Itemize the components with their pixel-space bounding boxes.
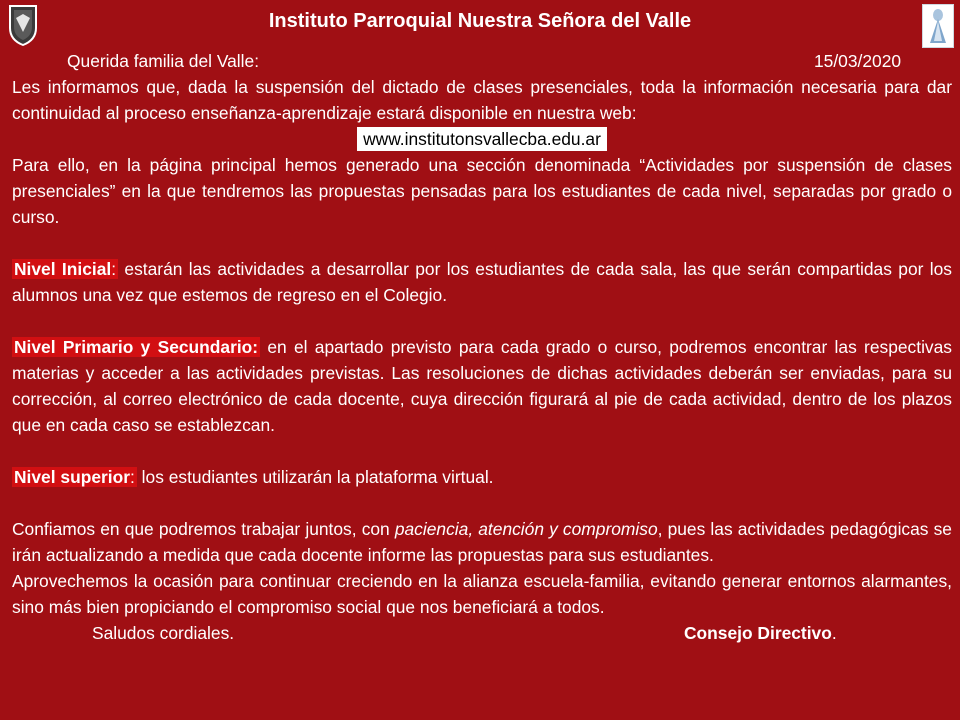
- closing-paragraph: Aprovechemos la ocasión para continuar creciendo en la alianza escuela-familia, evitando generar entornos alarmantes, sino más bien propiciando el compromiso social que nos beneficiará a todos.: [12, 571, 952, 617]
- nivel-inicial-paragraph: [12, 256, 952, 308]
- greeting: Querida familia del Valle:: [67, 51, 260, 71]
- intro-paragraph: Les informamos que, dada la suspensión del dictado de clases presenciales, toda la información necesaria para dar continuidad al proceso enseñanza-aprendizaje estará disponible en nuestra web:: [12, 77, 952, 123]
- saludos: Saludos cordiales.: [92, 623, 235, 643]
- nivel-primario-secundario-paragraph: [12, 334, 952, 438]
- letter-date: 15/03/2020: [814, 51, 902, 71]
- section-description: Para ello, en la página principal hemos generado una sección denominada “Actividades por suspensión de clases presenciales” en la que tendremos las propuestas pensadas para los estudiantes de cada nivel, separadas por grado o curso.: [12, 155, 952, 227]
- nivel-inicial-text: estarán las actividades a desarrollar por los estudiantes de cada sala, las que serán compartidas por los alumnos una vez que estemos de regreso en el Colegio.: [12, 259, 952, 305]
- nivel-superior-text: los estudiantes utilizarán la plataforma virtual.: [136, 467, 494, 487]
- page-title: Instituto Parroquial Nuestra Señora del Valle: [268, 10, 692, 32]
- trust-paragraph: Confiamos en que podremos trabajar juntos, con paciencia, atención y compromiso, pues las actividades pedagógicas se irán actualizando a medida que cada docente informe las propuestas para sus estudiantes.: [12, 519, 952, 565]
- nivel-superior-label: Nivel superior:: [14, 467, 135, 487]
- website-url: www.institutonsvallecba.edu.ar: [357, 127, 607, 151]
- virgin-image-icon: [922, 4, 954, 48]
- nivel-primario-secundario-label: Nivel Primario y Secundario:: [14, 337, 259, 357]
- nivel-inicial-label: Nivel Inicial:: [14, 259, 117, 279]
- values-italic: paciencia, atención y compromiso: [394, 519, 658, 539]
- letter-body: [12, 48, 952, 646]
- signature: Consejo Directivo.: [684, 623, 837, 643]
- nivel-primario-secundario-text: en el apartado previsto para cada grado o curso, podremos encontrar las respectivas materias y acceder a las actividades previstas. Las resoluciones de dichas actividades deberán ser enviadas, para su corrección, al correo electrónico de cada docente, cuya dirección figurará al pie de cada actividad, dentro de los plazos que en cada caso se establezcan.: [12, 337, 952, 435]
- nivel-superior-paragraph: [12, 464, 952, 490]
